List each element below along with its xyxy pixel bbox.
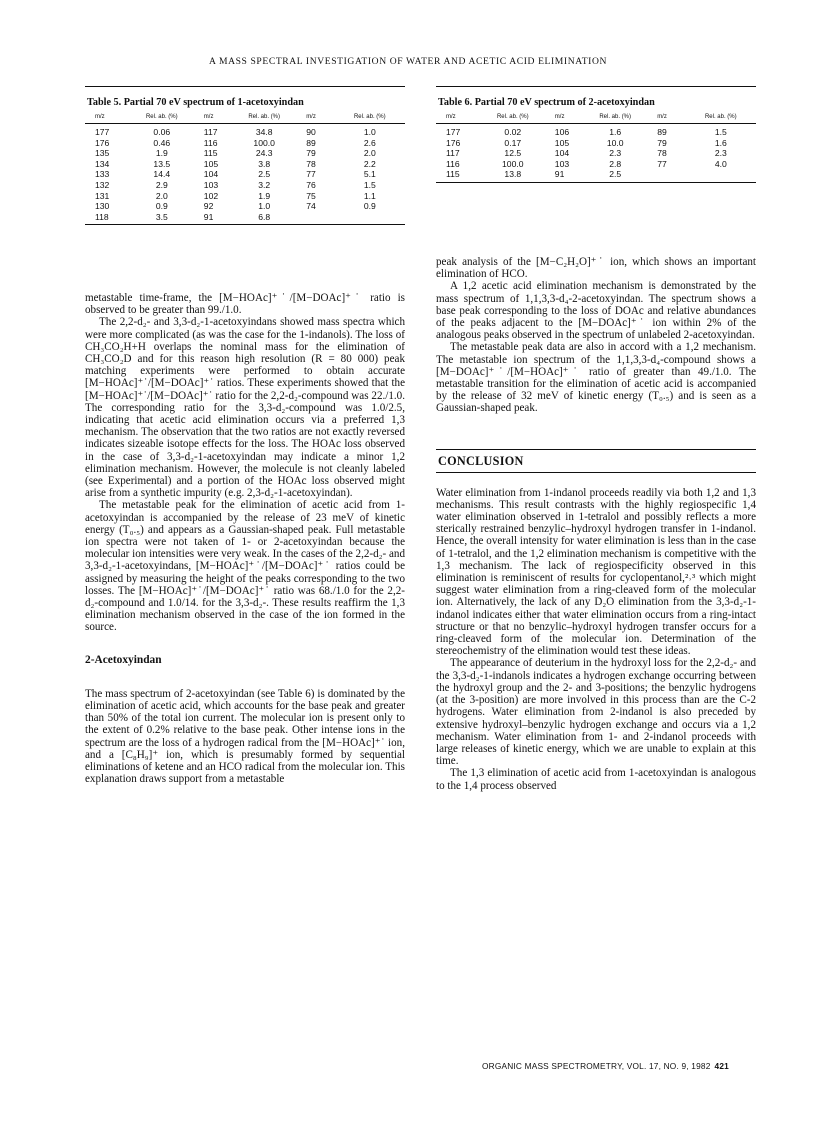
paragraph: The 1,3 elimination of acetic acid from 1-acetoxyindan is analogous to the 1,4 process observed — [436, 767, 756, 792]
table-5 — [85, 86, 405, 225]
cell-rel-ab: 2.3 — [714, 148, 727, 159]
cell-rel-ab: 2.9 — [155, 179, 168, 190]
cell-mz: 177 — [95, 127, 110, 137]
cell-mz: 134 — [95, 158, 110, 169]
cell-rel-ab: 0.9 — [363, 201, 376, 212]
table-row — [85, 148, 405, 159]
cell-rel-ab: 1.9 — [155, 148, 168, 159]
cell-rel-ab: 0.9 — [155, 201, 168, 212]
paragraph: The mass spectrum of 2-acetoxyindan (see Table 6) is dominated by the elimination of acetic acid, which accounts for the base peak and greater than 50% of the total ion current. The molecular ion is present only to the extent of 0.2% relative to the base peak. Other intense ions in the spectrum are the loss of a hydrogen radical from the [M−HOAc]⁺˙ ion, and a [C₈H₉]⁺ ion, which is presumably formed by sequential eliminations of ketene and an HCO radical from the molecular ion. This explanation draws support from a metastable — [85, 687, 405, 786]
left-column — [85, 292, 405, 785]
cell-mz: 79 — [657, 137, 667, 148]
cell-mz: 130 — [95, 201, 110, 212]
table-row — [85, 180, 405, 191]
cell-mz: 92 — [203, 201, 214, 212]
cell-mz: 104 — [554, 148, 570, 159]
table-row — [85, 124, 405, 138]
table-row — [436, 138, 756, 149]
table-row — [85, 159, 405, 170]
page-footer — [482, 1061, 729, 1071]
table-row — [436, 148, 756, 159]
paragraph: The metastable peak data are also in accord with a 1,2 mechanism. The metastable ion spectrum of the 1,1,3,3-d₄-compound shows a [M−DOAc]⁺˙/[M−HOAc]⁺˙ ratio of greater than 49./1.0. The metastable transition for the elimination of acetic acid is accompanied by the release of 32 meV of kinetic energy (T₀.₅) and is seen as a Gaussian-shaped peak. — [436, 341, 756, 415]
cell-mz: 132 — [95, 179, 110, 190]
cell-mz: 90 — [306, 127, 316, 137]
cell-rel-ab: 12.5 — [504, 148, 522, 159]
table-row — [85, 212, 405, 225]
cell-mz: 131 — [95, 190, 110, 201]
cell-mz: 115 — [446, 169, 460, 180]
cell-rel-ab — [335, 212, 405, 225]
cell-rel-ab: 24.3 — [255, 148, 273, 159]
cell-mz: 116 — [203, 137, 218, 148]
cell-rel-ab: 1.1 — [363, 190, 376, 201]
cell-rel-ab: 0.17 — [504, 137, 522, 148]
cell-rel-ab: 2.3 — [609, 148, 622, 159]
cell-mz: 89 — [306, 137, 316, 148]
cell-mz — [296, 212, 334, 225]
cell-mz: 102 — [203, 190, 219, 201]
paragraph: A 1,2 acetic acid elimination mechanism is demonstrated by the mass spectrum of 1,1,3,3-d₄-2-acetoxyindan. The spectrum shows a base peak corresponding to the loss of DOAc and relative abundances of the peaks adjacent to the [M−DOAc]⁺˙ ion within 2% of the analogous peaks observed in the spectrum of unlabeled 2-acetoxyindan. — [436, 280, 756, 342]
cell-mz: 133 — [95, 169, 110, 180]
cell-rel-ab: 34.8 — [255, 127, 273, 137]
table-6 — [436, 86, 756, 183]
cell-mz: 79 — [306, 148, 316, 159]
paragraph: The appearance of deuterium in the hydroxyl loss for the 2,2-d₂- and the 3,3-d₂-1-indanols indicates a hydrogen exchange occurring between the hydroxyl group and the 2- and 3-positions; the benzylic hydrogens (at the 3-position) are more involved in this process than are the C-2 hydrogens. Water elimination from 2-indanol is also preceded by extensive hydroxyl–benzylic hydrogen exchange and occurs via a 1,2 mechanism. Water elimination from 1- and 2-indanol proceeds with large releases of kinetic energy, which we are unable to explain at this time. — [436, 657, 756, 768]
cell-rel-ab: 2.5 — [609, 169, 622, 180]
table-row — [85, 191, 405, 202]
cell-rel-ab: 14.4 — [153, 169, 171, 180]
column-header: m/z — [85, 114, 130, 124]
cell-mz: 117 — [203, 127, 218, 137]
cell-mz: 78 — [306, 158, 316, 169]
cell-mz: 74 — [306, 201, 316, 212]
table-row — [85, 201, 405, 212]
cell-rel-ab: 3.2 — [258, 179, 271, 190]
cell-rel-ab: 3.5 — [155, 211, 168, 222]
column-header: m/z — [647, 114, 685, 124]
cell-rel-ab: 100.0 — [253, 137, 275, 148]
cell-rel-ab: 1.0 — [363, 127, 376, 137]
cell-rel-ab: 2.8 — [609, 158, 622, 169]
cell-mz: 103 — [203, 179, 219, 190]
cell-mz: 104 — [203, 169, 219, 180]
cell-rel-ab: 2.2 — [363, 158, 376, 169]
cell-mz: 116 — [446, 158, 460, 169]
table-5-grid — [85, 114, 405, 224]
journal-citation: ORGANIC MASS SPECTROMETRY, VOL. 17, NO. 9, 1982 — [481, 1061, 711, 1071]
cell-rel-ab: 0.46 — [153, 137, 171, 148]
column-header: m/z — [545, 114, 583, 124]
cell-rel-ab: 6.8 — [258, 211, 271, 222]
cell-rel-ab: 2.0 — [363, 148, 376, 159]
paragraph: The metastable peak for the elimination of acetic acid from 1-acetoxyindan is accompanied by the release of 23 meV of kinetic energy (T₀.₅) and appears as a Gaussian-shaped peak. Full metastable ion spectra were not taken of 1- or 2-acetoxyindan because the molecular ion intensities were very weak. In the cases of the 2,2-d₂- and 3,3-d₂-1-acetoxyindans, [M−HOAc]⁺˙/[M−DOAc]⁺˙ ratios could be assigned by measuring the height of the peaks corresponding to the two losses. The [M−HOAc]⁺˙/[M−DOAc]⁺˙ ratio was 68./1.0 for the 2,2-d₂-compound and 1.0/14. for the 3,3-d₂-. These results reaffirm the 1,3 elimination mechanism observed in the case of the ion formed in the source. — [85, 499, 405, 634]
table-6-grid — [436, 114, 756, 182]
cell-mz: 118 — [95, 211, 109, 222]
cell-mz: 176 — [95, 137, 110, 148]
cell-mz: 176 — [446, 137, 461, 148]
table-row — [85, 169, 405, 180]
column-header: Rel. ab. (%) — [130, 114, 194, 124]
cell-mz: 103 — [554, 158, 570, 169]
paragraph: Water elimination from 1-indanol proceeds readily via both 1,2 and 1,3 mechanisms. This result contrasts with the highly regiospecific 1,4 water elimination observed in 1-tetralol and possibly reflects a more sterically restrained benzylic–hydroxyl hydrogen transfer in 1-indanol. Hence, the overall intensity for water elimination is less than in the case of 1-tetralol, and the 1,2 elimination mechanism is competitive with the 1,3 mechanism. The lack of regiospecificity observed in this elimination is reminiscent of results for cyclopentanol,²˒³ which might suggest water elimination from a ring-cleaved form of the molecular ion. Alternatively, the lack of any D₂O elimination from the 3,3-d₂-1-indanol indicates either that water elimination occurs from a ring-intact structure or that no benzylic–hydroxyl hydrogen transfer occurs for a ring-cleaved form of the molecular ion. Determination of the stereochemistry of the elimination would test these ideas. — [436, 486, 756, 658]
paragraph: metastable time-frame, the [M−HOAc]⁺˙/[M−DOAc]⁺˙ ratio is observed to be greater than 99./1.0. — [85, 292, 405, 317]
cell-rel-ab: 100.0 — [502, 158, 524, 169]
cell-rel-ab: 3.8 — [258, 158, 271, 169]
cell-rel-ab: 2.5 — [258, 169, 271, 180]
cell-mz: 77 — [306, 169, 316, 180]
cell-mz: 117 — [446, 148, 460, 159]
cell-rel-ab — [686, 169, 756, 182]
column-header: Rel. ab. (%) — [481, 114, 545, 124]
cell-mz: 105 — [554, 137, 570, 148]
column-header: Rel. ab. (%) — [335, 114, 405, 124]
cell-mz: 91 — [203, 211, 214, 222]
table-row — [436, 124, 756, 138]
cell-rel-ab: 1.5 — [363, 179, 376, 190]
cell-rel-ab: 13.5 — [153, 158, 171, 169]
cell-rel-ab: 1.6 — [714, 137, 727, 148]
cell-mz: 106 — [554, 127, 570, 137]
cell-rel-ab: 5.1 — [363, 169, 376, 180]
cell-rel-ab: 2.6 — [363, 137, 376, 148]
cell-rel-ab: 1.0 — [258, 201, 271, 212]
cell-rel-ab: 1.9 — [258, 190, 271, 201]
column-header: m/z — [296, 114, 334, 124]
column-header: m/z — [194, 114, 232, 124]
page-number: 421 — [714, 1061, 729, 1071]
table-row — [436, 169, 756, 182]
cell-rel-ab: 13.8 — [504, 169, 522, 180]
column-header: Rel. ab. (%) — [583, 114, 647, 124]
cell-rel-ab: 1.6 — [609, 127, 622, 137]
cell-mz: 76 — [306, 179, 316, 190]
cell-rel-ab: 4.0 — [714, 158, 727, 169]
cell-mz: 77 — [657, 158, 667, 169]
section-heading-2-acetoxyindan: 2-Acetoxyindan — [85, 653, 162, 666]
column-header: Rel. ab. (%) — [232, 114, 296, 124]
cell-rel-ab: 1.5 — [714, 127, 727, 137]
table-5-title: Table 5. Partial 70 eV spectrum of 1-acetoxyindan — [87, 97, 304, 108]
cell-rel-ab: 2.0 — [155, 190, 168, 201]
paragraph: The 2,2-d₂- and 3,3-d₂-1-acetoxyindans showed mass spectra which were more complicated (as was the case for the 1-indanols). The loss of CH₃CO₂H+H overlaps the nominal mass for the elimination of CH₃CO₂D and for this reason high resolution (R = 80 000) peak matching experiments were performed to obtain accurate [M−HOAc]⁺˙/[M−DOAc]⁺˙ ratios. These experiments showed that the [M−HOAc]⁺˙/[M−DOAc]⁺˙ ratio for the 2,2-d₂-compound was 22./1.0. The corresponding ratio for the 3,3-d₂-compound was 1.0/2.5, indicating that acetic acid elimination occurs via a preferred 1,3 mechanism. The observation that the two ratios are not exactly reversed indicates sizeable isotope effects for the loss. The HOAc loss observed in the case of 3,3-d₂-1-acetoxyindan may indicate a minor 1,2 elimination mechanism. However, the molecule is not cleanly labeled (see Experimental) and a portion of the HOAc loss observed might arise from a synthetic impurity (e.g. 2,3-d₂-1-acetoxyindan). — [85, 316, 405, 500]
column-header: Rel. ab. (%) — [686, 114, 756, 124]
running-head: A MASS SPECTRAL INVESTIGATION OF WATER AND ACETIC ACID ELIMINATION — [208, 56, 608, 67]
cell-mz: 177 — [446, 127, 461, 137]
cell-rel-ab: 0.06 — [153, 127, 171, 137]
cell-mz: 135 — [95, 148, 110, 159]
cell-mz: 75 — [306, 190, 316, 201]
cell-rel-ab: 0.02 — [504, 127, 522, 137]
cell-mz — [647, 169, 685, 182]
paragraph: peak analysis of the [M−C₂H₂O]⁺˙ ion, which shows an important elimination of HCO. — [436, 256, 756, 281]
cell-mz: 89 — [657, 127, 667, 137]
cell-mz: 105 — [203, 158, 219, 169]
table-row — [85, 138, 405, 149]
section-heading-conclusion: CONCLUSION — [436, 449, 756, 473]
right-column — [436, 256, 756, 792]
cell-rel-ab: 10.0 — [606, 137, 624, 148]
column-header: m/z — [436, 114, 481, 124]
cell-mz: 115 — [203, 148, 218, 159]
cell-mz: 78 — [657, 148, 667, 159]
table-6-title: Table 6. Partial 70 eV spectrum of 2-acetoxyindan — [438, 97, 655, 108]
table-row — [436, 159, 756, 170]
cell-mz: 91 — [554, 169, 565, 180]
